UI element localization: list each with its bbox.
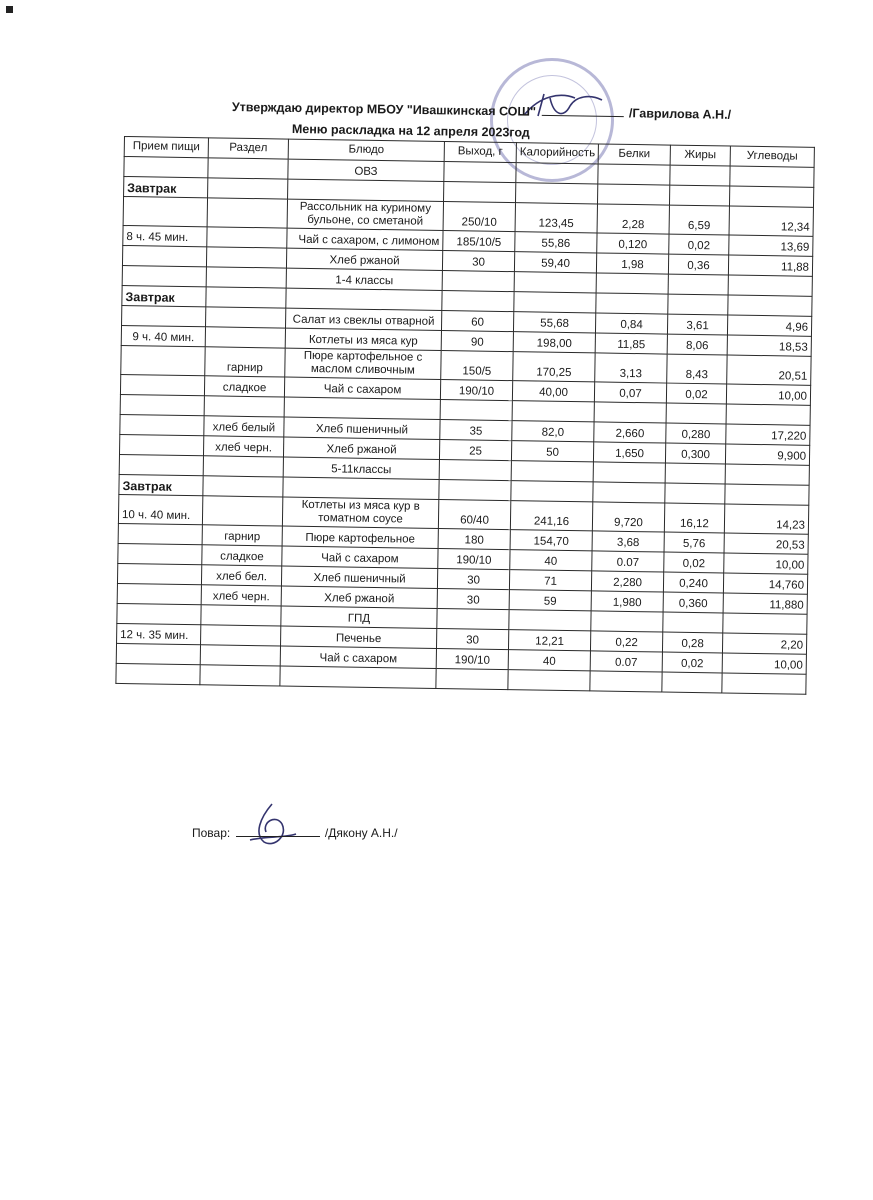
column-header: Блюдо <box>288 139 444 161</box>
kcal-cell: 71 <box>509 570 591 591</box>
kcal-cell: 82,0 <box>512 421 594 442</box>
section-title: ГПД <box>281 606 437 628</box>
meal-label: Завтрак <box>119 474 203 495</box>
section-cell: гарнир <box>202 525 282 546</box>
carbs-cell: 10,00 <box>726 384 810 405</box>
kcal-cell: 123,45 <box>515 203 597 233</box>
carbs-cell: 14,23 <box>724 504 808 534</box>
kcal-cell: 40 <box>510 550 592 571</box>
fat-cell: 16,12 <box>664 503 724 533</box>
carbs-cell: 9,900 <box>725 444 809 465</box>
yield-cell: 90 <box>441 331 513 352</box>
meal-label: Завтрак <box>122 285 206 306</box>
protein-cell: 1,980 <box>591 591 663 612</box>
carbs-cell: 20,51 <box>727 355 811 385</box>
carbs-cell: 14,760 <box>723 573 807 594</box>
protein-cell: 1,650 <box>593 442 665 463</box>
kcal-cell: 59 <box>509 590 591 611</box>
yield-cell: 30 <box>442 251 514 272</box>
fat-cell: 5,76 <box>664 532 724 553</box>
fat-cell: 0,02 <box>662 652 722 673</box>
dish-cell: Хлеб ржаной <box>283 437 439 459</box>
carbs-cell: 18,53 <box>727 335 811 356</box>
dish-cell: Котлеты из мяса кур в томатном соусе <box>282 497 438 528</box>
section-cell: гарнир <box>205 347 285 377</box>
yield-cell: 180 <box>438 528 510 549</box>
section-cell: сладкое <box>202 545 282 566</box>
yield-cell: 190/10 <box>438 548 510 569</box>
dish-cell: Котлеты из мяса кур <box>285 328 441 350</box>
section-cell <box>206 247 286 268</box>
yield-cell: 30 <box>437 588 509 609</box>
protein-cell: 0,07 <box>594 382 666 403</box>
fat-cell: 0,36 <box>668 254 728 275</box>
fat-cell: 0,02 <box>669 234 729 255</box>
dish-cell: Пюре картофельное с маслом сливочным <box>285 348 441 379</box>
dish-cell: Хлеб пшеничный <box>281 566 437 588</box>
protein-cell: 0,84 <box>595 313 667 334</box>
dish-cell: Чай с сахаром, с лимоном <box>287 228 443 250</box>
section-cell <box>207 198 287 228</box>
section-cell <box>201 625 281 646</box>
menu-sheet <box>115 136 814 695</box>
director-signature-line <box>541 115 623 117</box>
protein-cell: 2,280 <box>591 571 663 592</box>
meal-label: Завтрак <box>124 177 208 198</box>
dish-cell: Чай с сахаром <box>284 377 440 399</box>
column-header: Раздел <box>208 138 288 159</box>
dish-cell: Салат из свеклы отварной <box>286 308 442 330</box>
column-header: Жиры <box>670 145 730 166</box>
cook-line <box>192 826 398 840</box>
carbs-cell: 2,20 <box>722 633 806 654</box>
carbs-cell: 10,00 <box>722 653 806 674</box>
carbs-cell: 20,53 <box>724 533 808 554</box>
cook-signature <box>244 800 300 850</box>
fat-cell: 8,43 <box>667 354 727 384</box>
menu-table <box>115 136 815 695</box>
fat-cell: 0,300 <box>665 443 725 464</box>
carbs-cell: 17,220 <box>726 424 810 445</box>
document-title: Меню раскладка на 12 апреля 2023год <box>291 122 530 140</box>
column-header: Выход, г <box>444 142 516 163</box>
protein-cell: 9,720 <box>592 502 664 532</box>
protein-cell: 0,22 <box>590 631 662 652</box>
yield-cell: 150/5 <box>441 351 513 381</box>
dish-cell: Рассольник на куриному бульоне, со сметаной <box>287 199 443 230</box>
yield-cell: 60 <box>441 311 513 332</box>
yield-cell: 30 <box>436 628 508 649</box>
protein-cell: 3,13 <box>595 353 667 383</box>
protein-cell: 0,120 <box>597 233 669 254</box>
protein-cell: 2,28 <box>597 204 669 234</box>
dish-cell: Хлеб ржаной <box>286 248 442 270</box>
fat-cell: 8,06 <box>667 334 727 355</box>
section-cell <box>200 645 280 666</box>
approval-line <box>232 100 731 122</box>
section-title: 1-4 классы <box>286 268 442 290</box>
yield-cell: 30 <box>437 568 509 589</box>
section-cell: хлеб белый <box>204 416 284 437</box>
section-cell <box>202 496 282 526</box>
fat-cell: 0,240 <box>663 572 723 593</box>
section-cell <box>206 307 286 328</box>
section-cell <box>207 227 287 248</box>
carbs-cell: 10,00 <box>724 553 808 574</box>
yield-cell: 60/40 <box>438 499 510 529</box>
carbs-cell: 4,96 <box>727 315 811 336</box>
section-title: 5-11классы <box>283 457 439 479</box>
dish-cell: Хлеб ржаной <box>281 586 437 608</box>
column-header: Прием пищи <box>124 137 208 158</box>
kcal-cell: 12,21 <box>508 630 590 651</box>
meal-time: 10 ч. 40 мин. <box>118 494 202 524</box>
kcal-cell: 170,25 <box>513 352 595 382</box>
dish-cell: Печенье <box>281 626 437 648</box>
kcal-cell: 198,00 <box>513 332 595 353</box>
kcal-cell: 59,40 <box>514 252 596 273</box>
meal-time: 9 ч. 40 мин. <box>121 325 205 346</box>
section-cell: сладкое <box>204 376 284 397</box>
fat-cell: 3,61 <box>667 314 727 335</box>
cook-signature-line <box>236 836 320 837</box>
kcal-cell: 40 <box>508 650 590 671</box>
yield-cell: 185/10/5 <box>443 231 515 252</box>
cook-name: /Дякону А.Н./ <box>324 826 398 840</box>
dish-cell: Чай с сахаром <box>280 646 436 668</box>
dish-cell: Пюре картофельное <box>282 526 438 548</box>
fat-cell: 0,02 <box>666 383 726 404</box>
column-header: Калорийность <box>516 143 598 164</box>
yield-cell: 25 <box>439 439 511 460</box>
section-cell: хлеб черн. <box>203 436 283 457</box>
carbs-cell: 11,880 <box>723 593 807 614</box>
approval-text: Утверждаю директор МБОУ "Ивашкинская СОШ" <box>231 100 537 119</box>
kcal-cell: 241,16 <box>510 501 592 531</box>
fat-cell: 0,280 <box>666 423 726 444</box>
carbs-cell: 11,88 <box>728 255 812 276</box>
kcal-cell: 55,68 <box>513 312 595 333</box>
fat-cell: 0,02 <box>664 552 724 573</box>
meal-time: 12 ч. 35 мин. <box>117 623 201 644</box>
kcal-cell: 40,00 <box>512 381 594 402</box>
cook-label: Повар: <box>192 826 231 840</box>
section-cell: хлеб черн. <box>201 585 281 606</box>
section-cell: хлеб бел. <box>201 565 281 586</box>
yield-cell: 190/10 <box>440 380 512 401</box>
column-header: Белки <box>598 144 670 165</box>
dish-cell: Хлеб пшеничный <box>284 417 440 439</box>
dish-cell: Чай с сахаром <box>282 546 438 568</box>
carbs-cell: 12,34 <box>729 206 813 236</box>
yield-cell: 35 <box>440 419 512 440</box>
column-header: Углеводы <box>730 146 814 167</box>
section-title: ОВЗ <box>288 159 444 181</box>
fat-cell: 6,59 <box>669 205 729 235</box>
director-name: /Гаврилова А.Н./ <box>628 106 732 122</box>
protein-cell: 0.07 <box>590 651 662 672</box>
protein-cell: 0.07 <box>592 551 664 572</box>
kcal-cell: 55,86 <box>515 232 597 253</box>
protein-cell: 1,98 <box>596 253 668 274</box>
protein-cell: 11,85 <box>595 333 667 354</box>
yield-cell: 190/10 <box>436 648 508 669</box>
protein-cell: 2,660 <box>594 422 666 443</box>
section-cell <box>205 327 285 348</box>
protein-cell: 3,68 <box>592 531 664 552</box>
kcal-cell: 50 <box>511 441 593 462</box>
yield-cell: 250/10 <box>443 202 515 232</box>
fat-cell: 0,28 <box>662 632 722 653</box>
fat-cell: 0,360 <box>663 592 723 613</box>
carbs-cell: 13,69 <box>729 235 813 256</box>
corner-mark <box>6 6 13 13</box>
kcal-cell: 154,70 <box>510 530 592 551</box>
meal-time: 8 ч. 45 мин. <box>123 225 207 246</box>
